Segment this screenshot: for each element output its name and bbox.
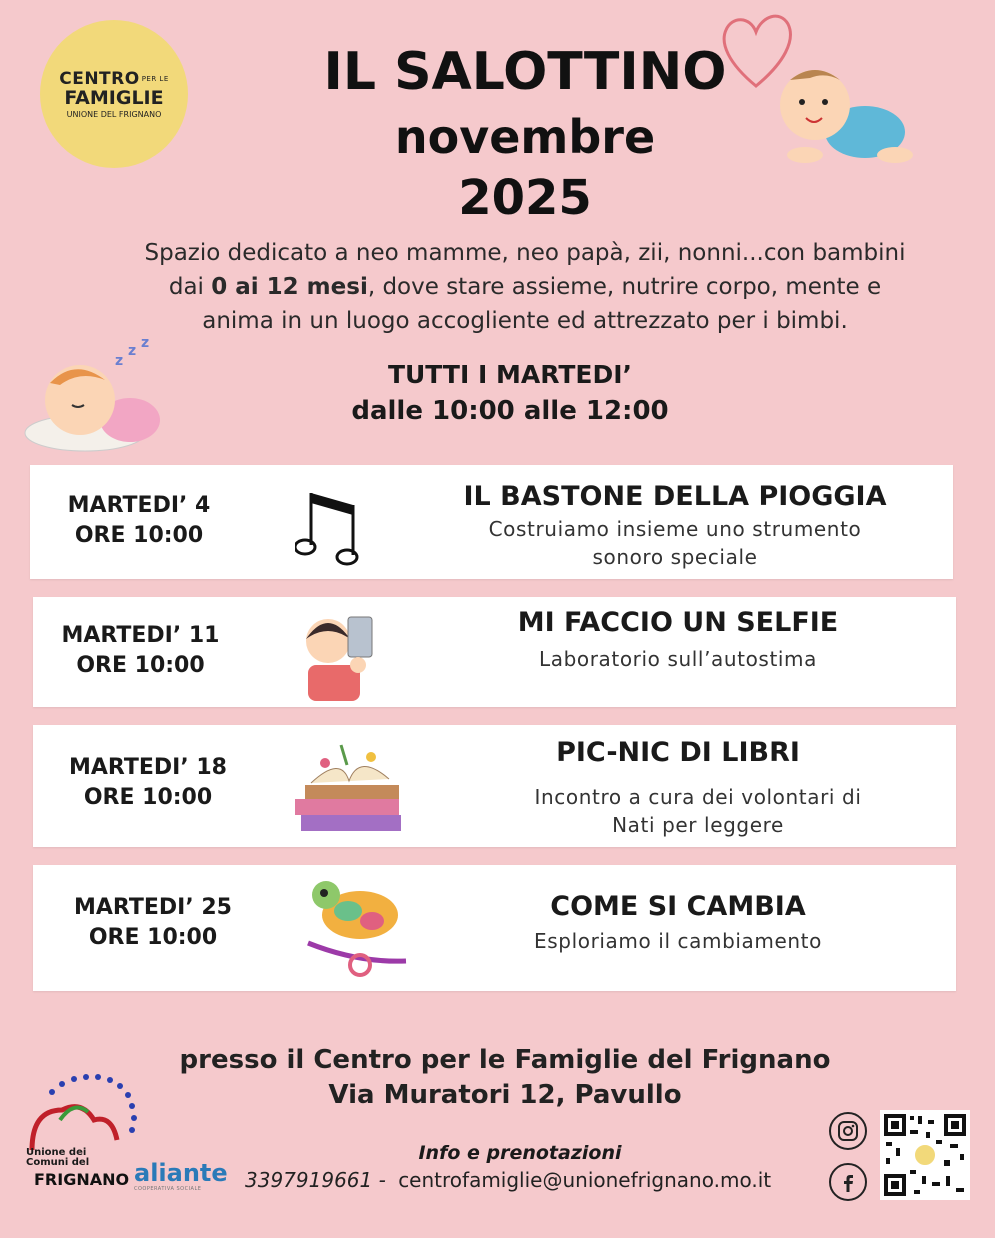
aliante-text: aliante bbox=[134, 1159, 228, 1187]
svg-text:z: z bbox=[128, 343, 137, 359]
info-title: Info e prenotazioni bbox=[418, 1142, 622, 1164]
logo-line1-small: PER LE bbox=[141, 74, 169, 83]
svg-text:z: z bbox=[141, 335, 150, 351]
event-description: Esploriamo il cambiamento bbox=[534, 929, 822, 953]
unione-text: Unione dei Comuni del bbox=[26, 1147, 90, 1168]
logo-line1: CENTRO $^{PER LE}$ bbox=[59, 68, 169, 89]
event-time: ORE 10:00 bbox=[76, 653, 205, 678]
event-date bbox=[53, 893, 253, 953]
schedule-hours: dalle 10:00 alle 12:00 bbox=[351, 396, 669, 426]
music-note-icon bbox=[295, 483, 370, 568]
event-description: Costruiamo insieme uno strumento sonoro speciale bbox=[488, 517, 862, 569]
logo-line2: FAMIGLIE bbox=[64, 86, 164, 109]
event-day: MARTEDI’ 11 bbox=[61, 623, 220, 648]
qr-code[interactable] bbox=[880, 1110, 970, 1200]
intro-line1: Spazio dedicato a neo mamme, neo papà, zii, nonni...con bambini bbox=[144, 240, 906, 266]
event-card bbox=[33, 597, 956, 707]
title-year: 2025 bbox=[458, 170, 592, 226]
email-address[interactable]: centrofamiglie@unionefrignano.mo.it bbox=[398, 1168, 772, 1192]
page-title: IL SALOTTINO bbox=[323, 42, 727, 102]
frignano-text: FRIGNANO bbox=[34, 1170, 130, 1189]
event-card bbox=[30, 465, 953, 579]
location-address: Via Muratori 12, Pavullo bbox=[328, 1080, 682, 1110]
event-card bbox=[33, 725, 956, 847]
event-day: MARTEDI’ 18 bbox=[69, 755, 227, 780]
event-card bbox=[33, 865, 956, 991]
event-title: PIC-NIC DI LIBRI bbox=[556, 737, 800, 768]
event-time: ORE 10:00 bbox=[74, 523, 204, 548]
svg-text:z: z bbox=[115, 353, 124, 369]
facebook-icon[interactable] bbox=[829, 1163, 867, 1201]
books-icon bbox=[281, 735, 411, 840]
logo-line3: UNIONE DEL FRIGNANO bbox=[66, 109, 162, 119]
title-month: novembre bbox=[394, 110, 656, 164]
selfie-icon bbox=[298, 603, 388, 701]
chameleon-icon bbox=[298, 873, 408, 983]
intro-age-range: 0 ai 12 mesi bbox=[211, 274, 368, 300]
aliante-logo bbox=[134, 1160, 228, 1192]
phone-number[interactable]: 3397919661 - bbox=[245, 1168, 386, 1192]
aliante-sub: COOPERATIVA SOCIALE bbox=[134, 1186, 202, 1192]
intro-text bbox=[70, 236, 980, 338]
event-title: MI FACCIO UN SELFIE bbox=[517, 607, 839, 638]
event-date bbox=[43, 621, 238, 681]
intro-line2: dai 0 ai 12 mesi, dove stare assieme, nutrire corpo, mente e bbox=[168, 274, 882, 300]
event-day: MARTEDI’ 25 bbox=[74, 895, 232, 920]
event-description: Incontro a cura dei volontari di Nati per leggere bbox=[534, 785, 862, 837]
unione-frignano-logo bbox=[22, 1070, 152, 1195]
schedule-days: TUTTI I MARTEDI’ bbox=[387, 360, 633, 389]
event-date bbox=[50, 491, 228, 551]
event-day: MARTEDI’ 4 bbox=[67, 493, 211, 518]
event-title: IL BASTONE DELLA PIOGGIA bbox=[463, 481, 887, 512]
event-title: COME SI CAMBIA bbox=[550, 891, 806, 922]
instagram-icon[interactable] bbox=[829, 1112, 867, 1150]
event-time: ORE 10:00 bbox=[88, 925, 218, 950]
event-description: Laboratorio sull’autostima bbox=[539, 647, 817, 671]
intro-line3: anima in un luogo accogliente ed attrezzato per i bimbi. bbox=[202, 308, 848, 334]
location-venue: presso il Centro per le Famiglie del Frignano bbox=[179, 1045, 831, 1075]
event-date bbox=[48, 753, 248, 813]
event-time: ORE 10:00 bbox=[83, 785, 213, 810]
contact-line bbox=[245, 1168, 771, 1192]
